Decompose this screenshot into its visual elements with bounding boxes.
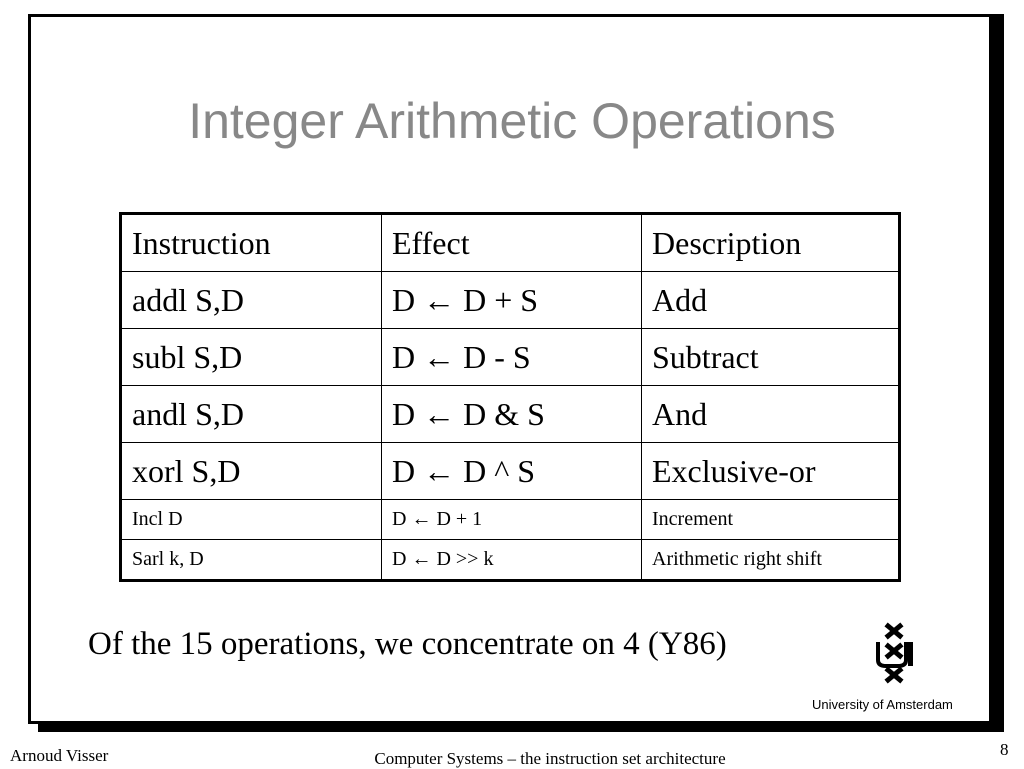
instruction-cell: Sarl k, D — [121, 540, 382, 581]
description-cell: Increment — [642, 500, 900, 540]
footer-course-title: Computer Systems – the instruction set architecture — [374, 749, 726, 768]
description-cell: And — [642, 386, 900, 443]
instruction-cell: andl S,D — [121, 386, 382, 443]
footer-author: Arnoud Visser — [10, 746, 109, 765]
table-row — [121, 272, 900, 329]
instruction-cell: xorl S,D — [121, 443, 382, 500]
effect-cell: D ← D ^ S — [382, 443, 642, 500]
description-cell: Exclusive-or — [642, 443, 900, 500]
header-cell: Effect — [382, 214, 642, 272]
header-cell: Description — [642, 214, 900, 272]
description-cell: Subtract — [642, 329, 900, 386]
instruction-cell: Incl D — [121, 500, 382, 540]
page-number: 8 — [1000, 740, 1009, 759]
instruction-table — [119, 212, 901, 582]
instruction-cell: addl S,D — [121, 272, 382, 329]
header-cell: Instruction — [121, 214, 382, 272]
effect-cell: D ← D & S — [382, 386, 642, 443]
effect-cell: D ← D + S — [382, 272, 642, 329]
effect-cell: D ← D + 1 — [382, 500, 642, 540]
description-cell: Arithmetic right shift — [642, 540, 900, 581]
slide-title: Integer Arithmetic Operations — [188, 93, 836, 149]
institution-name: University of Amsterdam — [812, 697, 953, 712]
table-row — [121, 386, 900, 443]
university-logo-icon — [870, 622, 918, 686]
effect-cell: D ← D - S — [382, 329, 642, 386]
slide-note: Of the 15 operations, we concentrate on 4 (Y86) — [88, 626, 727, 662]
table-row — [121, 500, 900, 540]
table-header-row — [121, 214, 900, 272]
effect-cell: D ← D >> k — [382, 540, 642, 581]
table-row — [121, 540, 900, 581]
description-cell: Add — [642, 272, 900, 329]
table-row — [121, 443, 900, 500]
instruction-cell: subl S,D — [121, 329, 382, 386]
table-row — [121, 329, 900, 386]
